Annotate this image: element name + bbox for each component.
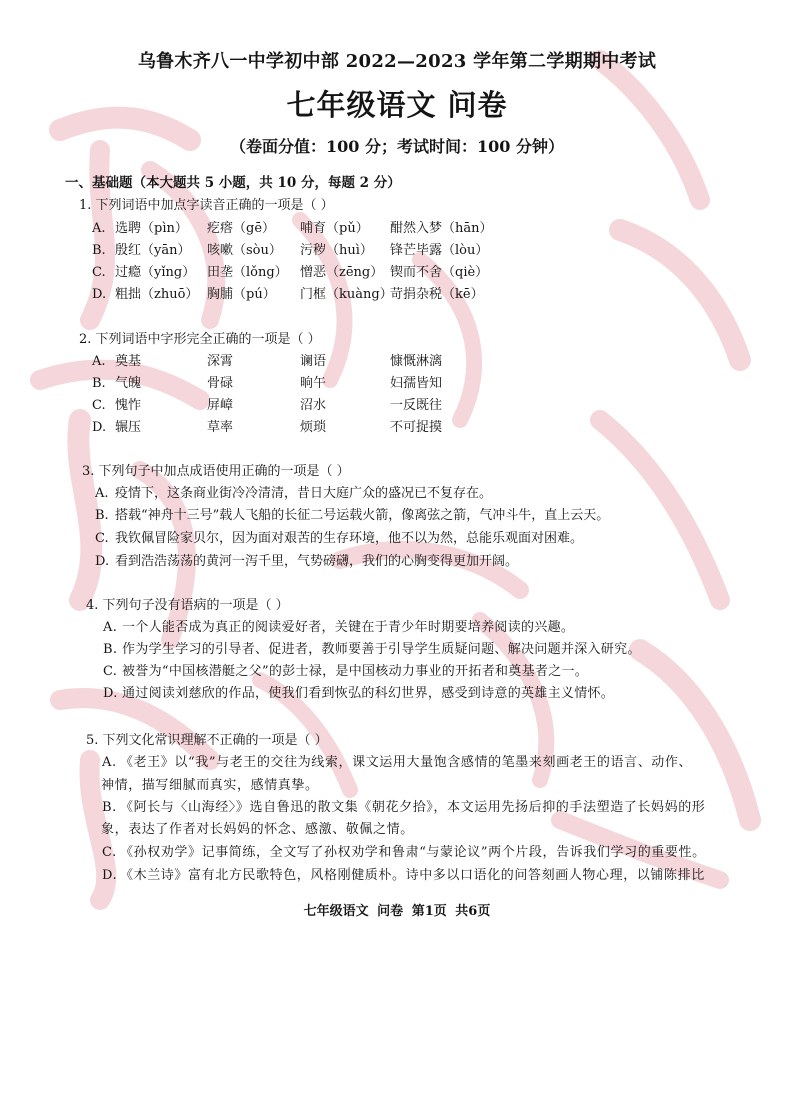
exam-info: （卷面分值：100 分；考试时间：100 分钟） xyxy=(230,137,564,156)
option-item: 哺育（pǔ） xyxy=(300,221,369,236)
option-label: D. xyxy=(92,287,107,302)
option-text: 一个人能否成为真正的阅读爱好者，关键在于青少年时期要培养阅读的兴趣。 xyxy=(122,620,575,635)
option-label: C. xyxy=(92,265,106,280)
option-item: 过瘾（yǐng） xyxy=(115,265,196,280)
option-label: B. xyxy=(92,376,106,391)
option-item: 气魄 xyxy=(115,376,142,391)
option-item: 烦琐 xyxy=(300,420,327,435)
option-label: B. xyxy=(92,243,106,258)
option-item: 草率 xyxy=(207,420,234,435)
section-heading: 一、基础题（本大题共 5 小题，共 10 分，每题 2 分） xyxy=(65,175,401,191)
option-item: 咳嗽（sòu） xyxy=(207,243,282,258)
option-text: 《木兰诗》富有北方民歌特色，风格刚健质朴。诗中多以口语化的问答刻画人物心理，以铺陈排比 xyxy=(120,868,705,883)
option-text: 我钦佩冒险家贝尔，因为面对艰苦的生存环境，他不以为然，总能乐观面对困难。 xyxy=(115,531,584,546)
option-item: 殷红（yān） xyxy=(115,243,191,258)
option-text: 通过阅读刘慈欣的作品，使我们看到恢弘的科幻世界，感受到诗意的英雄主义情怀。 xyxy=(122,686,615,701)
option-item: 锲而不舍（qiè） xyxy=(390,265,489,280)
option-item: 晌午 xyxy=(300,376,327,391)
option-item: 不可捉摸 xyxy=(390,420,443,435)
option-label: C. xyxy=(92,398,106,413)
question-stem: 4. 下列句子没有语病的一项是（ ） xyxy=(86,598,289,613)
option-text: 《阿长与〈山海经〉》选自鲁迅的散文集《朝花夕拾》，本文运用先扬后抑的手法塑造了长妈妈的形 xyxy=(120,800,706,815)
option-text: 搭载“神舟十三号”载人飞船的长征二号运载火箭，像离弦之箭，气冲斗牛，直上云天。 xyxy=(115,508,610,523)
option-label: B. xyxy=(95,508,109,523)
option-label: B. xyxy=(102,800,117,815)
option-item: 粗拙（zhuō） xyxy=(115,287,199,302)
option-item: 锋芒毕露（lòu） xyxy=(390,243,489,258)
option-text: 《孙权劝学》记事简练，全文写了孙权劝学和鲁肃“与蒙论议”两个片段，告诉我们学习的重要性。 xyxy=(120,845,706,860)
option-item: 一反既往 xyxy=(390,398,443,413)
option-label: D. xyxy=(95,554,110,569)
option-item: 愧怍 xyxy=(115,398,142,413)
question-stem: 1. 下列词语中加点字读音正确的一项是（ ） xyxy=(79,198,334,213)
option-text-continued: 象，表达了作者对长妈妈的怀念、感激、敬佩之情。 xyxy=(101,822,414,837)
option-item: 酣然入梦（hān） xyxy=(390,221,493,236)
option-text: 《老王》以“我”与老王的交往为线索，课文运用大量饱含感情的笔墨来刻画老王的语言、动作、 xyxy=(120,755,693,770)
option-label: C. xyxy=(102,845,117,860)
option-text: 被誉为“中国核潜艇之父”的彭士禄，是中国核动力事业的开拓者和奠基者之一。 xyxy=(122,664,589,679)
option-label: A. xyxy=(92,221,106,236)
option-item: 选聘（pìn） xyxy=(115,221,188,236)
option-text-continued: 神情，描写细腻而真实，感情真挚。 xyxy=(101,778,319,793)
option-text: 疫情下，这条商业街冷冷清清，昔日大庭广众的盛况已不复存在。 xyxy=(115,486,493,501)
school-exam-line: 乌鲁木齐八一中学初中部 2022—2023 学年第二学期期中考试 xyxy=(137,51,657,72)
option-item: 疙瘩（gē） xyxy=(207,221,276,236)
option-item: 苛捐杂税（kē） xyxy=(390,287,484,302)
option-label: D. xyxy=(102,868,118,883)
option-item: 骨碌 xyxy=(207,376,234,391)
option-label: C. xyxy=(103,664,118,679)
option-item: 污秽（huì） xyxy=(300,243,373,258)
option-item: 胸脯（pú） xyxy=(207,287,276,302)
option-label: A. xyxy=(102,755,117,770)
option-item: 妇孺皆知 xyxy=(390,376,443,391)
option-item: 慷慨淋漓 xyxy=(390,354,443,369)
question-stem: 3. 下列句子中加点成语使用正确的一项是（ ） xyxy=(82,464,350,479)
option-text: 看到浩浩荡荡的黄河一泻千里，气势磅礴，我们的心胸变得更加开阔。 xyxy=(115,554,519,569)
question-stem: 2. 下列词语中字形完全正确的一项是（ ） xyxy=(79,332,321,347)
option-label: D. xyxy=(103,686,118,701)
option-item: 憎恶（zēng） xyxy=(300,265,384,280)
option-label: A. xyxy=(103,620,118,635)
page-footer: 七年级语文 问卷 第1页 共6页 xyxy=(303,904,491,919)
option-label: C. xyxy=(95,531,109,546)
option-item: 沼水 xyxy=(300,398,327,413)
question-stem: 5. 下列文化常识理解不正确的一项是（ ） xyxy=(86,733,328,748)
option-item: 奠基 xyxy=(115,354,142,369)
option-item: 门框（kuàng） xyxy=(300,287,393,302)
option-label: B. xyxy=(103,642,118,657)
option-label: A. xyxy=(92,354,106,369)
option-label: A. xyxy=(95,486,109,501)
option-item: 辗压 xyxy=(115,420,142,435)
page-title: 七年级语文 问卷 xyxy=(286,88,508,122)
option-item: 深霄 xyxy=(207,354,234,369)
option-label: D. xyxy=(92,420,107,435)
option-item: 田垄（lǒng） xyxy=(207,265,288,280)
option-text: 作为学生学习的引导者、促进者，教师要善于引导学生质疑问题、解决问题并深入研究。 xyxy=(122,642,641,657)
option-item: 屏嶂 xyxy=(207,398,234,413)
option-item: 谰语 xyxy=(300,354,327,369)
